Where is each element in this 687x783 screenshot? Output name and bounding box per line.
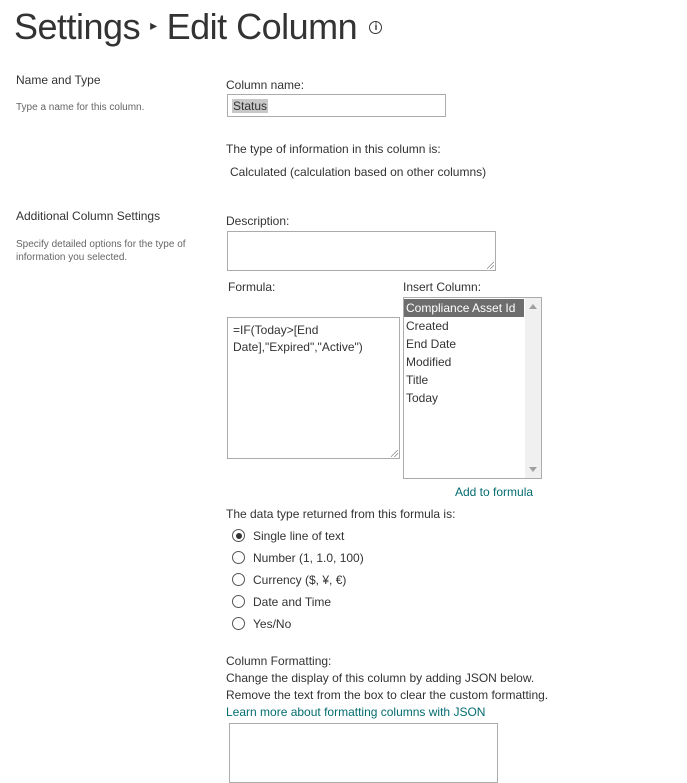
column-name-label: Column name: xyxy=(226,78,305,92)
type-info-label: The type of information in this column is: xyxy=(226,142,441,156)
return-type-option[interactable] xyxy=(232,617,364,639)
radio-icon[interactable] xyxy=(232,551,245,564)
listbox-scrollbar[interactable] xyxy=(525,298,541,478)
return-type-option[interactable] xyxy=(232,573,364,595)
radio-icon[interactable] xyxy=(232,617,245,630)
return-type-option[interactable] xyxy=(232,529,364,551)
additional-settings-description: Specify detailed options for the type of information you selected. xyxy=(16,239,186,263)
scroll-down-icon[interactable] xyxy=(529,467,537,472)
column-formatting-help-2: Remove the text from the box to clear the custom formatting. xyxy=(226,688,549,702)
insert-column-option[interactable]: Compliance Asset Id xyxy=(404,299,524,317)
column-formatting-help-1: Change the display of this column by adding JSON below. xyxy=(226,671,535,685)
column-formatting-block xyxy=(226,653,548,721)
return-type-option[interactable] xyxy=(232,551,364,573)
radio-checked-icon[interactable] xyxy=(232,529,245,542)
insert-column-option[interactable]: Modified xyxy=(406,355,452,369)
column-name-value: Status xyxy=(233,99,268,113)
description-label: Description: xyxy=(226,214,290,228)
description-textarea[interactable] xyxy=(227,231,496,271)
radio-icon[interactable] xyxy=(232,573,245,586)
name-type-section-description: Type a name for this column. xyxy=(16,102,145,113)
return-type-option-label: Currency ($, ¥, €) xyxy=(253,573,347,587)
radio-icon[interactable] xyxy=(232,595,245,608)
insert-column-option[interactable]: Title xyxy=(406,373,429,387)
info-icon[interactable]: i xyxy=(369,21,382,34)
formula-value: =IF(Today>[End Date],"Expired","Active") xyxy=(233,323,363,354)
return-type-label: The data type returned from this formula is: xyxy=(226,507,456,521)
breadcrumb-edit-column: Edit Column xyxy=(166,6,358,47)
return-type-option[interactable] xyxy=(232,595,364,617)
additional-settings-title: Additional Column Settings xyxy=(16,209,161,223)
return-type-option-label: Yes/No xyxy=(253,617,292,631)
formula-textarea[interactable] xyxy=(227,317,400,459)
resize-grip-icon[interactable] xyxy=(487,262,494,269)
return-type-option-label: Single line of text xyxy=(253,529,345,543)
column-name-input[interactable] xyxy=(227,94,446,117)
scroll-up-icon[interactable] xyxy=(529,304,537,309)
insert-column-option[interactable]: Created xyxy=(406,319,449,333)
insert-column-option[interactable]: End Date xyxy=(406,337,457,351)
formula-label: Formula: xyxy=(228,280,276,294)
resize-grip-icon[interactable] xyxy=(391,450,398,457)
return-type-group xyxy=(232,529,364,639)
name-type-section-title: Name and Type xyxy=(16,73,101,87)
column-formatting-label: Column Formatting: xyxy=(226,654,332,668)
breadcrumb-separator-icon: ▸ xyxy=(150,16,157,33)
learn-more-json-link[interactable]: Learn more about formatting columns with JSON xyxy=(226,705,486,719)
add-to-formula-link[interactable]: Add to formula xyxy=(455,485,534,499)
insert-column-listbox[interactable] xyxy=(403,297,542,479)
insert-column-option[interactable]: Today xyxy=(406,391,439,405)
return-type-option-label: Date and Time xyxy=(253,595,332,609)
breadcrumb-settings[interactable]: Settings xyxy=(14,6,141,47)
page-title xyxy=(14,6,382,48)
column-formatting-textarea[interactable] xyxy=(229,723,498,783)
return-type-option-label: Number (1, 1.0, 100) xyxy=(253,551,364,565)
type-info-value: Calculated (calculation based on other columns) xyxy=(230,165,487,179)
insert-column-label: Insert Column: xyxy=(403,280,482,294)
